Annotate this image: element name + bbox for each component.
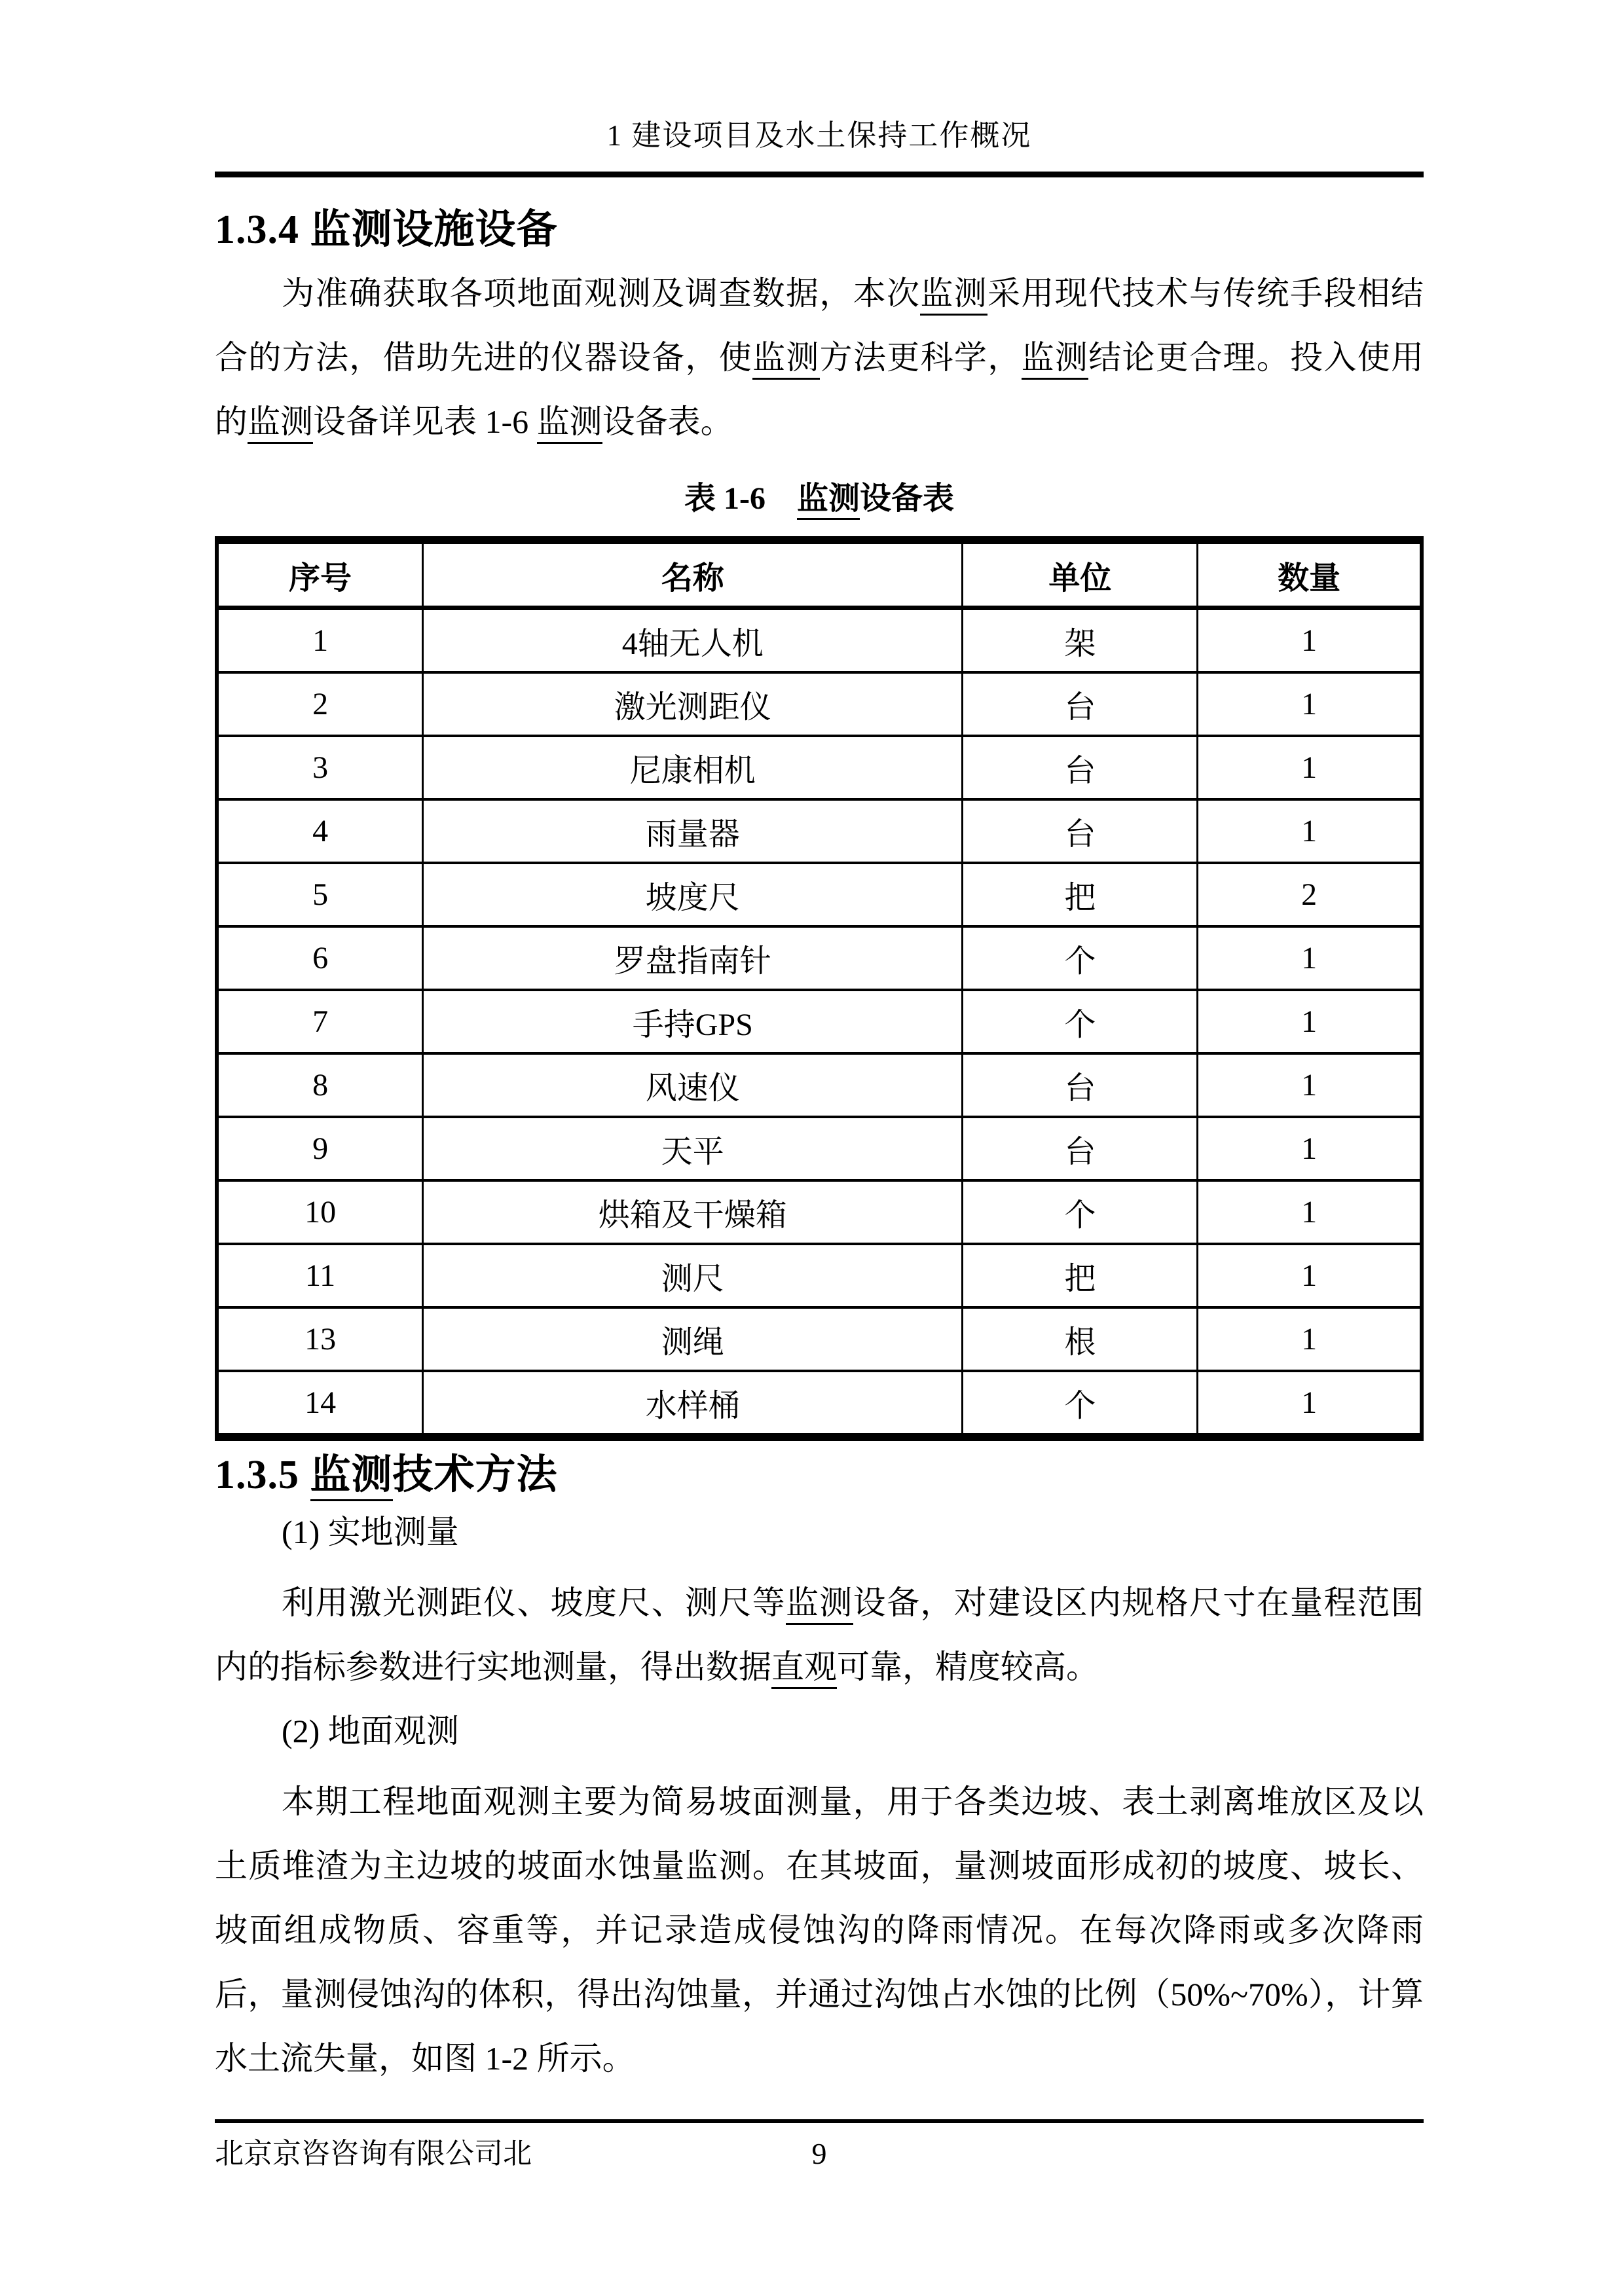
text-run: 1.3.5 bbox=[215, 1453, 310, 1497]
paragraph-monitoring-equipment-intro bbox=[215, 261, 1424, 454]
running-header: 1 建设项目及水土保持工作概况 bbox=[606, 119, 1032, 152]
table-cell: 1 bbox=[1198, 799, 1422, 863]
table-cell: 10 bbox=[217, 1180, 423, 1244]
footer-rule bbox=[215, 2119, 1424, 2123]
table-cell: 1 bbox=[1198, 1307, 1422, 1371]
table-cell: 激光测距仪 bbox=[423, 672, 963, 736]
table-cell: 风速仪 bbox=[423, 1053, 963, 1117]
table-cell: 测尺 bbox=[423, 1244, 963, 1307]
paragraph-field-measurement bbox=[215, 1571, 1424, 1699]
underlined-term: 监测 bbox=[920, 275, 987, 316]
paragraph-ground-observation bbox=[215, 1770, 1424, 2090]
table-cell: 2 bbox=[1198, 863, 1422, 926]
table-cell: 把 bbox=[963, 1244, 1198, 1307]
table-caption bbox=[215, 479, 1424, 519]
column-header: 数量 bbox=[1198, 540, 1422, 608]
table-cell: 4轴无人机 bbox=[423, 608, 963, 673]
text-run: 利用激光测距仪、坡度尺、测尺等 bbox=[282, 1584, 786, 1621]
text-run: 采用现代技术与传统手段相结合的方法，借助先进的仪器设备，使 bbox=[215, 275, 1424, 376]
table-row bbox=[217, 1180, 1422, 1244]
table-cell: 4 bbox=[217, 799, 423, 863]
table-row bbox=[217, 926, 1422, 990]
table-row bbox=[217, 1244, 1422, 1307]
table-cell: 台 bbox=[963, 1117, 1198, 1180]
table-cell: 个 bbox=[963, 1371, 1198, 1437]
table-row bbox=[217, 672, 1422, 736]
table-cell: 1 bbox=[1198, 1117, 1422, 1180]
subsection-label-ground-observation: (2) 地面观测 bbox=[282, 1713, 459, 1749]
table-row bbox=[217, 1371, 1422, 1437]
footer-page-number: 9 bbox=[811, 2137, 827, 2170]
table-cell: 个 bbox=[963, 990, 1198, 1053]
table-row bbox=[217, 1053, 1422, 1117]
table-cell: 雨量器 bbox=[423, 799, 963, 863]
footer-company: 北京京咨咨询有限公司北 bbox=[215, 2138, 532, 2170]
text-run: 结论更合理。投入使用的 bbox=[215, 339, 1424, 440]
table-cell: 把 bbox=[963, 863, 1198, 926]
table-cell: 3 bbox=[217, 736, 423, 799]
table-cell: 台 bbox=[963, 736, 1198, 799]
table-cell: 1 bbox=[1198, 1244, 1422, 1307]
table-cell: 1 bbox=[1198, 1180, 1422, 1244]
text-run: 设备，对建设区内规格尺寸在量程范围内的指标参数进行实地测量，得出数据 bbox=[215, 1584, 1424, 1685]
table-cell: 罗盘指南针 bbox=[423, 926, 963, 990]
table-row bbox=[217, 1307, 1422, 1371]
text-run: 方法更科学， bbox=[819, 339, 1022, 376]
table-cell: 台 bbox=[963, 1053, 1198, 1117]
header-rule bbox=[215, 172, 1424, 177]
underlined-term: 监测 bbox=[786, 1584, 853, 1625]
table-body bbox=[217, 608, 1422, 1438]
subsection-label-field-measurement: (1) 实地测量 bbox=[282, 1514, 459, 1550]
table-cell: 2 bbox=[217, 672, 423, 736]
text-run: 可靠，精度较高。 bbox=[837, 1649, 1099, 1685]
table-cell: 烘箱及干燥箱 bbox=[423, 1180, 963, 1244]
page-content bbox=[215, 0, 1424, 2090]
text-run: 设备表。 bbox=[602, 403, 733, 440]
table-cell: 1 bbox=[1198, 736, 1422, 799]
table-row bbox=[217, 799, 1422, 863]
underlined-term: 监测 bbox=[752, 339, 820, 380]
table-cell: 1 bbox=[1198, 608, 1422, 673]
table-cell: 天平 bbox=[423, 1117, 963, 1180]
table-cell: 水样桶 bbox=[423, 1371, 963, 1437]
table-cell: 个 bbox=[963, 1180, 1198, 1244]
table-cell: 坡度尺 bbox=[423, 863, 963, 926]
table-cell: 1 bbox=[1198, 990, 1422, 1053]
table-cell: 7 bbox=[217, 990, 423, 1053]
table-cell: 1 bbox=[1198, 672, 1422, 736]
table-cell: 台 bbox=[963, 799, 1198, 863]
table-cell: 测绳 bbox=[423, 1307, 963, 1371]
table-cell: 1 bbox=[1198, 926, 1422, 990]
table-header-row bbox=[217, 540, 1422, 608]
table-cell: 根 bbox=[963, 1307, 1198, 1371]
table-row bbox=[217, 608, 1422, 673]
text-run: 设备详见表 1-6 bbox=[313, 403, 537, 440]
table-cell: 9 bbox=[217, 1117, 423, 1180]
table-cell: 13 bbox=[217, 1307, 423, 1371]
text-run: 表 1-6 bbox=[684, 481, 797, 516]
table-row bbox=[217, 863, 1422, 926]
underlined-term: 监测 bbox=[248, 403, 313, 444]
table-cell: 1 bbox=[217, 608, 423, 673]
underlined-term: 直观 bbox=[771, 1649, 837, 1689]
table-row bbox=[217, 990, 1422, 1053]
section-heading-1-3-4: 1.3.4 监测设施设备 bbox=[215, 208, 558, 252]
table-cell: 架 bbox=[963, 608, 1198, 673]
table-cell: 6 bbox=[217, 926, 423, 990]
table-cell: 1 bbox=[1198, 1371, 1422, 1437]
table-cell: 5 bbox=[217, 863, 423, 926]
underlined-term: 监测 bbox=[537, 403, 602, 444]
table-cell: 个 bbox=[963, 926, 1198, 990]
table-cell: 14 bbox=[217, 1371, 423, 1437]
underlined-term: 监测 bbox=[797, 481, 860, 520]
equipment-table bbox=[215, 536, 1424, 1441]
column-header: 单位 bbox=[963, 540, 1198, 608]
table-cell: 尼康相机 bbox=[423, 736, 963, 799]
table-cell: 手持GPS bbox=[423, 990, 963, 1053]
underlined-term: 监测 bbox=[310, 1453, 393, 1501]
table-cell: 11 bbox=[217, 1244, 423, 1307]
table-cell: 台 bbox=[963, 672, 1198, 736]
text-run: 技术方法 bbox=[392, 1453, 558, 1497]
column-header: 名称 bbox=[423, 540, 963, 608]
section-heading-1-3-5 bbox=[215, 1450, 1424, 1500]
text-run: 本期工程地面观测主要为简易坡面测量，用于各类边坡、表土剥离堆放区及以土质堆渣为主边坡的坡面水蚀量监测。在其坡面，量测坡面形成初的坡度、坡长、坡面组成物质、容重等，并记录造成侵蚀沟的降雨情况。在每次降雨或多次降雨后，量测侵蚀沟的体积，得出沟蚀量，并通过沟蚀占水蚀的比例（50%~70%），计算水土流失量，如图 1-2 所示。 bbox=[215, 1783, 1424, 2077]
underlined-term: 监测 bbox=[1022, 339, 1089, 380]
table-row bbox=[217, 736, 1422, 799]
text-run: 设备表 bbox=[860, 481, 955, 516]
column-header: 序号 bbox=[217, 540, 423, 608]
text-run: 为准确获取各项地面观测及调查数据，本次 bbox=[282, 275, 921, 312]
table-row bbox=[217, 1117, 1422, 1180]
table-cell: 1 bbox=[1198, 1053, 1422, 1117]
table-cell: 8 bbox=[217, 1053, 423, 1117]
